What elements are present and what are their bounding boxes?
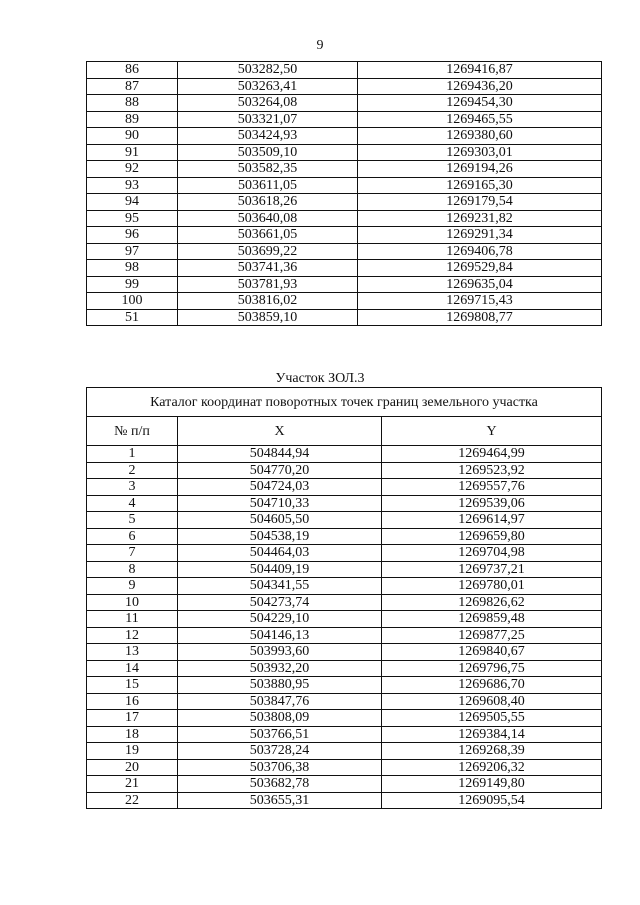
x-coordinate-cell: 504464,03 <box>178 545 382 562</box>
point-number-cell: 10 <box>87 594 178 611</box>
point-number-cell: 86 <box>87 62 178 79</box>
table-row <box>87 78 602 95</box>
point-number-cell: 6 <box>87 528 178 545</box>
y-coordinate-cell: 1269505,55 <box>382 710 602 727</box>
point-number-cell: 99 <box>87 276 178 293</box>
x-coordinate-cell: 504844,94 <box>178 446 382 463</box>
point-number-cell: 3 <box>87 479 178 496</box>
y-coordinate-cell: 1269796,75 <box>382 660 602 677</box>
point-number-cell: 91 <box>87 144 178 161</box>
table-row <box>87 495 602 512</box>
table-row <box>87 512 602 529</box>
table-row <box>87 462 602 479</box>
coordinates-table-zol3 <box>86 387 602 809</box>
point-number-cell: 15 <box>87 677 178 694</box>
point-number-cell: 8 <box>87 561 178 578</box>
y-coordinate-cell: 1269608,40 <box>382 693 602 710</box>
point-number-cell: 96 <box>87 227 178 244</box>
x-coordinate-cell: 503706,38 <box>178 759 382 776</box>
x-coordinate-cell: 504770,20 <box>178 462 382 479</box>
point-number-cell: 95 <box>87 210 178 227</box>
table-row <box>87 660 602 677</box>
x-coordinate-cell: 503264,08 <box>178 95 358 112</box>
y-coordinate-cell: 1269635,04 <box>358 276 602 293</box>
y-coordinate-cell: 1269808,77 <box>358 309 602 326</box>
coordinates-table-header <box>87 388 602 446</box>
table-row <box>87 95 602 112</box>
table-row <box>87 177 602 194</box>
y-coordinate-cell: 1269380,60 <box>358 128 602 145</box>
x-coordinate-cell: 503509,10 <box>178 144 358 161</box>
point-number-cell: 21 <box>87 776 178 793</box>
table-caption: Каталог координат поворотных точек границ земельного участка <box>87 388 602 417</box>
point-number-cell: 7 <box>87 545 178 562</box>
point-number-cell: 13 <box>87 644 178 661</box>
y-coordinate-cell: 1269659,80 <box>382 528 602 545</box>
continuation-table-body <box>87 62 602 326</box>
y-coordinate-cell: 1269149,80 <box>382 776 602 793</box>
point-number-cell: 89 <box>87 111 178 128</box>
point-number-cell: 4 <box>87 495 178 512</box>
y-coordinate-cell: 1269303,01 <box>358 144 602 161</box>
y-coordinate-cell: 1269704,98 <box>382 545 602 562</box>
table-row <box>87 627 602 644</box>
table-row <box>87 227 602 244</box>
point-number-cell: 1 <box>87 446 178 463</box>
y-coordinate-cell: 1269231,82 <box>358 210 602 227</box>
y-coordinate-cell: 1269539,06 <box>382 495 602 512</box>
y-coordinate-cell: 1269436,20 <box>358 78 602 95</box>
point-number-cell: 14 <box>87 660 178 677</box>
table-row <box>87 161 602 178</box>
point-number-cell: 98 <box>87 260 178 277</box>
y-coordinate-cell: 1269454,30 <box>358 95 602 112</box>
point-number-cell: 87 <box>87 78 178 95</box>
x-coordinate-cell: 504724,03 <box>178 479 382 496</box>
table-row <box>87 128 602 145</box>
coordinates-table-continuation <box>86 61 602 326</box>
zol3-table-body <box>87 446 602 809</box>
x-coordinate-cell: 503682,78 <box>178 776 382 793</box>
point-number-cell: 18 <box>87 726 178 743</box>
x-coordinate-cell: 503640,08 <box>178 210 358 227</box>
y-coordinate-cell: 1269384,14 <box>382 726 602 743</box>
table-row <box>87 276 602 293</box>
x-coordinate-cell: 504710,33 <box>178 495 382 512</box>
x-coordinate-cell: 503611,05 <box>178 177 358 194</box>
table-row <box>87 62 602 79</box>
table-row <box>87 561 602 578</box>
y-coordinate-cell: 1269877,25 <box>382 627 602 644</box>
y-coordinate-cell: 1269194,26 <box>358 161 602 178</box>
x-coordinate-cell: 503880,95 <box>178 677 382 694</box>
y-coordinate-cell: 1269614,97 <box>382 512 602 529</box>
y-coordinate-cell: 1269206,32 <box>382 759 602 776</box>
table-row <box>87 144 602 161</box>
section-title: Участок ЗОЛ.3 <box>275 371 365 386</box>
header-x: X <box>178 417 382 446</box>
y-coordinate-cell: 1269523,92 <box>382 462 602 479</box>
x-coordinate-cell: 503655,31 <box>178 792 382 809</box>
table-row <box>87 578 602 595</box>
y-coordinate-cell: 1269465,55 <box>358 111 602 128</box>
y-coordinate-cell: 1269406,78 <box>358 243 602 260</box>
y-coordinate-cell: 1269529,84 <box>358 260 602 277</box>
table-row <box>87 726 602 743</box>
table-row <box>87 545 602 562</box>
x-coordinate-cell: 503618,26 <box>178 194 358 211</box>
x-coordinate-cell: 503321,07 <box>178 111 358 128</box>
x-coordinate-cell: 503993,60 <box>178 644 382 661</box>
y-coordinate-cell: 1269416,87 <box>358 62 602 79</box>
table-caption-row <box>87 388 602 417</box>
point-number-cell: 17 <box>87 710 178 727</box>
point-number-cell: 90 <box>87 128 178 145</box>
x-coordinate-cell: 503781,93 <box>178 276 358 293</box>
table-header-row <box>87 417 602 446</box>
x-coordinate-cell: 504146,13 <box>178 627 382 644</box>
point-number-cell: 93 <box>87 177 178 194</box>
x-coordinate-cell: 503741,36 <box>178 260 358 277</box>
y-coordinate-cell: 1269557,76 <box>382 479 602 496</box>
y-coordinate-cell: 1269268,39 <box>382 743 602 760</box>
y-coordinate-cell: 1269165,30 <box>358 177 602 194</box>
x-coordinate-cell: 503859,10 <box>178 309 358 326</box>
table-row <box>87 243 602 260</box>
table-row <box>87 111 602 128</box>
x-coordinate-cell: 503932,20 <box>178 660 382 677</box>
x-coordinate-cell: 503847,76 <box>178 693 382 710</box>
y-coordinate-cell: 1269780,01 <box>382 578 602 595</box>
x-coordinate-cell: 503424,93 <box>178 128 358 145</box>
table-row <box>87 710 602 727</box>
point-number-cell: 19 <box>87 743 178 760</box>
table-row <box>87 743 602 760</box>
point-number-cell: 88 <box>87 95 178 112</box>
x-coordinate-cell: 504538,19 <box>178 528 382 545</box>
point-number-cell: 92 <box>87 161 178 178</box>
point-number-cell: 16 <box>87 693 178 710</box>
y-coordinate-cell: 1269095,54 <box>382 792 602 809</box>
table-row <box>87 759 602 776</box>
header-point-number: № п/п <box>87 417 178 446</box>
table-row <box>87 677 602 694</box>
y-coordinate-cell: 1269840,67 <box>382 644 602 661</box>
point-number-cell: 22 <box>87 792 178 809</box>
table-row <box>87 194 602 211</box>
x-coordinate-cell: 504341,55 <box>178 578 382 595</box>
x-coordinate-cell: 503582,35 <box>178 161 358 178</box>
table-row <box>87 776 602 793</box>
x-coordinate-cell: 504273,74 <box>178 594 382 611</box>
x-coordinate-cell: 504409,19 <box>178 561 382 578</box>
table-row <box>87 594 602 611</box>
point-number-cell: 9 <box>87 578 178 595</box>
x-coordinate-cell: 504229,10 <box>178 611 382 628</box>
point-number-cell: 94 <box>87 194 178 211</box>
table-row <box>87 479 602 496</box>
x-coordinate-cell: 503699,22 <box>178 243 358 260</box>
table-row <box>87 611 602 628</box>
table-row <box>87 260 602 277</box>
y-coordinate-cell: 1269686,70 <box>382 677 602 694</box>
table-row <box>87 210 602 227</box>
x-coordinate-cell: 503816,02 <box>178 293 358 310</box>
point-number-cell: 100 <box>87 293 178 310</box>
y-coordinate-cell: 1269737,21 <box>382 561 602 578</box>
y-coordinate-cell: 1269826,62 <box>382 594 602 611</box>
table-row <box>87 693 602 710</box>
y-coordinate-cell: 1269291,34 <box>358 227 602 244</box>
table-row <box>87 644 602 661</box>
x-coordinate-cell: 503766,51 <box>178 726 382 743</box>
table-row <box>87 446 602 463</box>
point-number-cell: 20 <box>87 759 178 776</box>
header-y: Y <box>382 417 602 446</box>
x-coordinate-cell: 503808,09 <box>178 710 382 727</box>
y-coordinate-cell: 1269715,43 <box>358 293 602 310</box>
point-number-cell: 5 <box>87 512 178 529</box>
table-row <box>87 528 602 545</box>
table-row <box>87 792 602 809</box>
point-number-cell: 2 <box>87 462 178 479</box>
y-coordinate-cell: 1269859,48 <box>382 611 602 628</box>
y-coordinate-cell: 1269464,99 <box>382 446 602 463</box>
page-number: 9 <box>316 38 324 53</box>
point-number-cell: 12 <box>87 627 178 644</box>
point-number-cell: 97 <box>87 243 178 260</box>
table-row <box>87 309 602 326</box>
point-number-cell: 51 <box>87 309 178 326</box>
x-coordinate-cell: 503661,05 <box>178 227 358 244</box>
x-coordinate-cell: 503728,24 <box>178 743 382 760</box>
y-coordinate-cell: 1269179,54 <box>358 194 602 211</box>
x-coordinate-cell: 503282,50 <box>178 62 358 79</box>
point-number-cell: 11 <box>87 611 178 628</box>
x-coordinate-cell: 503263,41 <box>178 78 358 95</box>
x-coordinate-cell: 504605,50 <box>178 512 382 529</box>
table-row <box>87 293 602 310</box>
